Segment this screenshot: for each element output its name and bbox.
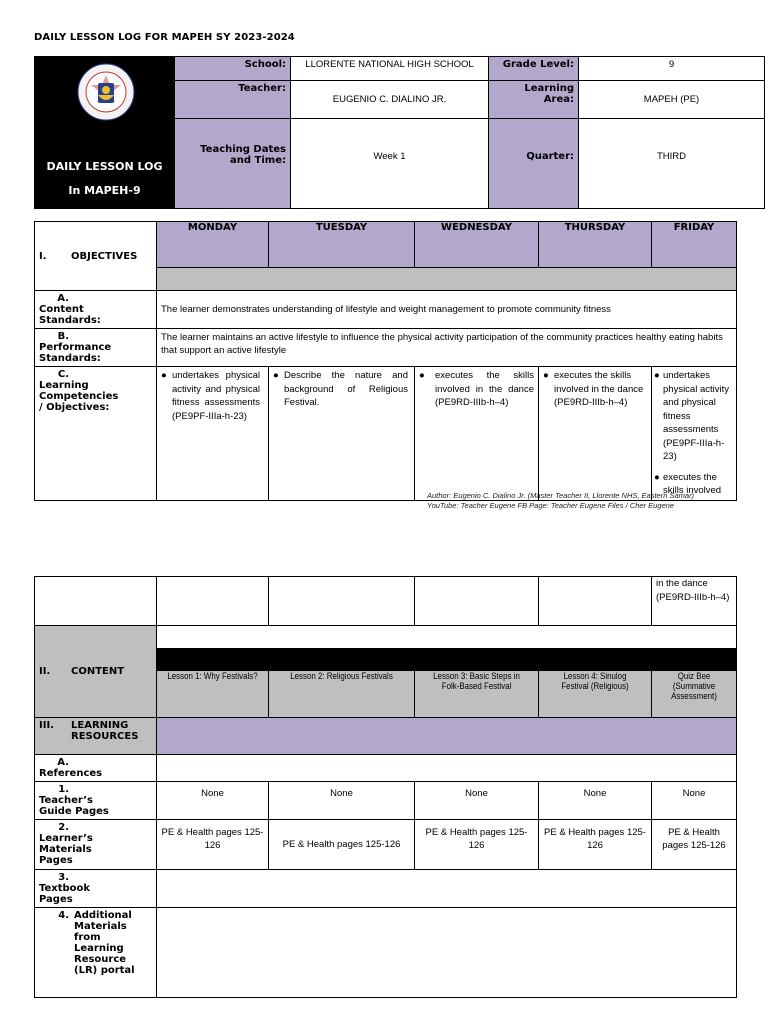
competency-friday (652, 367, 737, 501)
section-number: II. (39, 666, 51, 677)
lesson-1-text: Lesson 1: Why Festivals? (167, 671, 258, 681)
lm-monday: PE & Health pages 125-126 (157, 820, 269, 870)
day-tuesday: TUESDAY (269, 222, 415, 268)
teacher-label: Teacher: (175, 81, 291, 119)
resources-heading (35, 718, 157, 755)
school-label: School: (175, 57, 291, 81)
deped-seal-icon (77, 63, 135, 121)
lesson-2-text: Lesson 2: Religious Festivals (290, 671, 393, 681)
references-text: References (39, 768, 103, 779)
day-friday: FRIDAY (652, 222, 737, 268)
lm-tuesday: PE & Health pages 125-126 (269, 820, 415, 870)
document-title: DAILY LESSON LOG FOR MAPEH SY 2023-2024 (34, 32, 295, 43)
lm-key: 2. (58, 822, 69, 833)
performance-label: Performance Standards: (39, 342, 112, 364)
lesson-2 (269, 671, 415, 718)
performance-standards-label (35, 329, 157, 367)
log-caption-2: In MAPEH-9 (68, 184, 141, 197)
tg-friday: None (652, 782, 737, 820)
resources-band (157, 718, 737, 755)
empty-cell (539, 577, 652, 626)
competency-friday-text-2: executes the skills involved (663, 471, 722, 496)
textbook-label (35, 870, 157, 908)
empty-cell (415, 577, 539, 626)
competency-key: C. (57, 369, 69, 380)
textbook-value (157, 870, 737, 908)
tg-key: 1. (58, 784, 69, 795)
content-key: A. (57, 293, 69, 304)
bullet-icon: ● (273, 370, 279, 381)
area-label: Learning Area: (489, 81, 579, 119)
content-title: CONTENT (71, 666, 125, 677)
lesson-3-text: Lesson 3: Basic Steps in Folk-Based Festival (433, 671, 520, 691)
additional-materials-value (157, 908, 737, 998)
empty-cell (269, 577, 415, 626)
empty-cell (35, 577, 157, 626)
lesson-3 (415, 671, 539, 718)
competency-friday-continued: in the dance (PE9RD-IIIb-h–4) (652, 577, 737, 626)
tg-text: Teacher’s Guide Pages (39, 795, 109, 817)
section-number: III. (39, 720, 54, 731)
area-value: MAPEH (PE) (579, 81, 765, 119)
additional-materials-label (35, 908, 157, 998)
content-heading (35, 626, 157, 718)
competency-tuesday (269, 367, 415, 501)
competency-wednesday-text: executes the skills involved in the dance (PE9RD-IIIb-h–4) (435, 370, 534, 408)
lm-wednesday: PE & Health pages 125-126 (415, 820, 539, 870)
blank-band (157, 626, 737, 649)
content-standards-label (35, 291, 157, 329)
tb-text: Textbook Pages (39, 883, 91, 905)
references-label (35, 755, 157, 782)
logo-panel (35, 57, 175, 209)
competencies-label (35, 367, 157, 501)
lm-thursday: PE & Health pages 125-126 (539, 820, 652, 870)
grade-label: Grade Level: (489, 57, 579, 81)
tb-key: 3. (58, 872, 69, 883)
lm-label (35, 820, 157, 870)
dates-label: Teaching Dates and Time: (175, 119, 291, 209)
competency-wednesday (415, 367, 539, 501)
lesson-4-text: Lesson 4: Sinulog Festival (Religious) (561, 671, 629, 691)
bullet-icon: ● (654, 370, 660, 381)
school-value: LLORENTE NATIONAL HIGH SCHOOL (291, 57, 489, 81)
performance-key: B. (57, 331, 69, 342)
lesson-5 (652, 671, 737, 718)
lesson-1 (157, 671, 269, 718)
references-value (157, 755, 737, 782)
bullet-icon: ● (543, 370, 549, 381)
bullet-icon: ● (419, 370, 425, 381)
empty-cell (157, 577, 269, 626)
log-caption-1: DAILY LESSON LOG (46, 160, 163, 173)
competency-monday-text: undertakes physical activity and physical fitness assessments (PE9PF-IIIa-h-23) (172, 370, 260, 422)
quarter-label: Quarter: (489, 119, 579, 209)
tg-monday: None (157, 782, 269, 820)
resources-title: LEARNING RESOURCES (71, 720, 139, 742)
tg-label (35, 782, 157, 820)
lesson-5-text: Quiz Bee (Summative Assessment) (671, 671, 717, 701)
day-wednesday: WEDNESDAY (415, 222, 539, 268)
lm-text: Learner’s Materials Pages (39, 833, 93, 866)
dates-value: Week 1 (291, 119, 489, 209)
competency-thursday (539, 367, 652, 501)
social-line: YouTube: Teacher Eugene FB Page: Teacher Eugene Files / Cher Eugene (427, 501, 674, 510)
header-table (34, 56, 765, 209)
day-thursday: THURSDAY (539, 222, 652, 268)
content-standards-value: The learner demonstrates understanding of lifestyle and weight management to promote community fitness (157, 291, 737, 329)
tg-wednesday: None (415, 782, 539, 820)
am-key: 4. (58, 910, 69, 921)
objectives-table (34, 221, 737, 501)
competency-tuesday-text: Describe the nature and background of Religious Festival. (284, 370, 408, 408)
author-line: Author: Eugenio C. Dialino Jr. (Master Teacher II, Llorente NHS, Eastern Samar) (427, 491, 695, 500)
lm-friday: PE & Health pages 125-126 (652, 820, 737, 870)
tg-thursday: None (539, 782, 652, 820)
references-key: A. (57, 757, 69, 768)
competency-monday (157, 367, 269, 501)
section-number: I. (39, 250, 47, 262)
bullet-icon: ● (161, 370, 167, 381)
content-label: Content Standards: (39, 304, 101, 326)
lesson-4 (539, 671, 652, 718)
grey-band (157, 268, 737, 291)
competency-label: Learning Competencies / Objectives: (39, 380, 119, 413)
am-text: Additional Materials from Learning Resource (LR) portal (74, 910, 135, 976)
author-credit (427, 491, 694, 511)
performance-standards-value: The learner maintains an active lifestyle to influence the physical activity participation of the community practices healthy eating habits that support an active lifestyle (157, 329, 737, 367)
bullet-icon: ● (654, 471, 660, 483)
teacher-value: EUGENIO C. DIALINO JR. (291, 81, 489, 119)
content-resources-table (34, 576, 737, 998)
grade-value: 9 (579, 57, 765, 81)
black-band (157, 649, 737, 671)
tg-tuesday: None (269, 782, 415, 820)
objectives-heading (35, 222, 157, 291)
competency-friday-text-1: undertakes physical activity and physical fitness assessments (PE9PF-IIIa-h-23) (663, 370, 729, 462)
day-monday: MONDAY (157, 222, 269, 268)
competency-thursday-text: executes the skills involved in the dance (PE9RD-IIIb-h–4) (554, 370, 644, 408)
objectives-title: OBJECTIVES (71, 250, 138, 262)
quarter-value: THIRD (579, 119, 765, 209)
